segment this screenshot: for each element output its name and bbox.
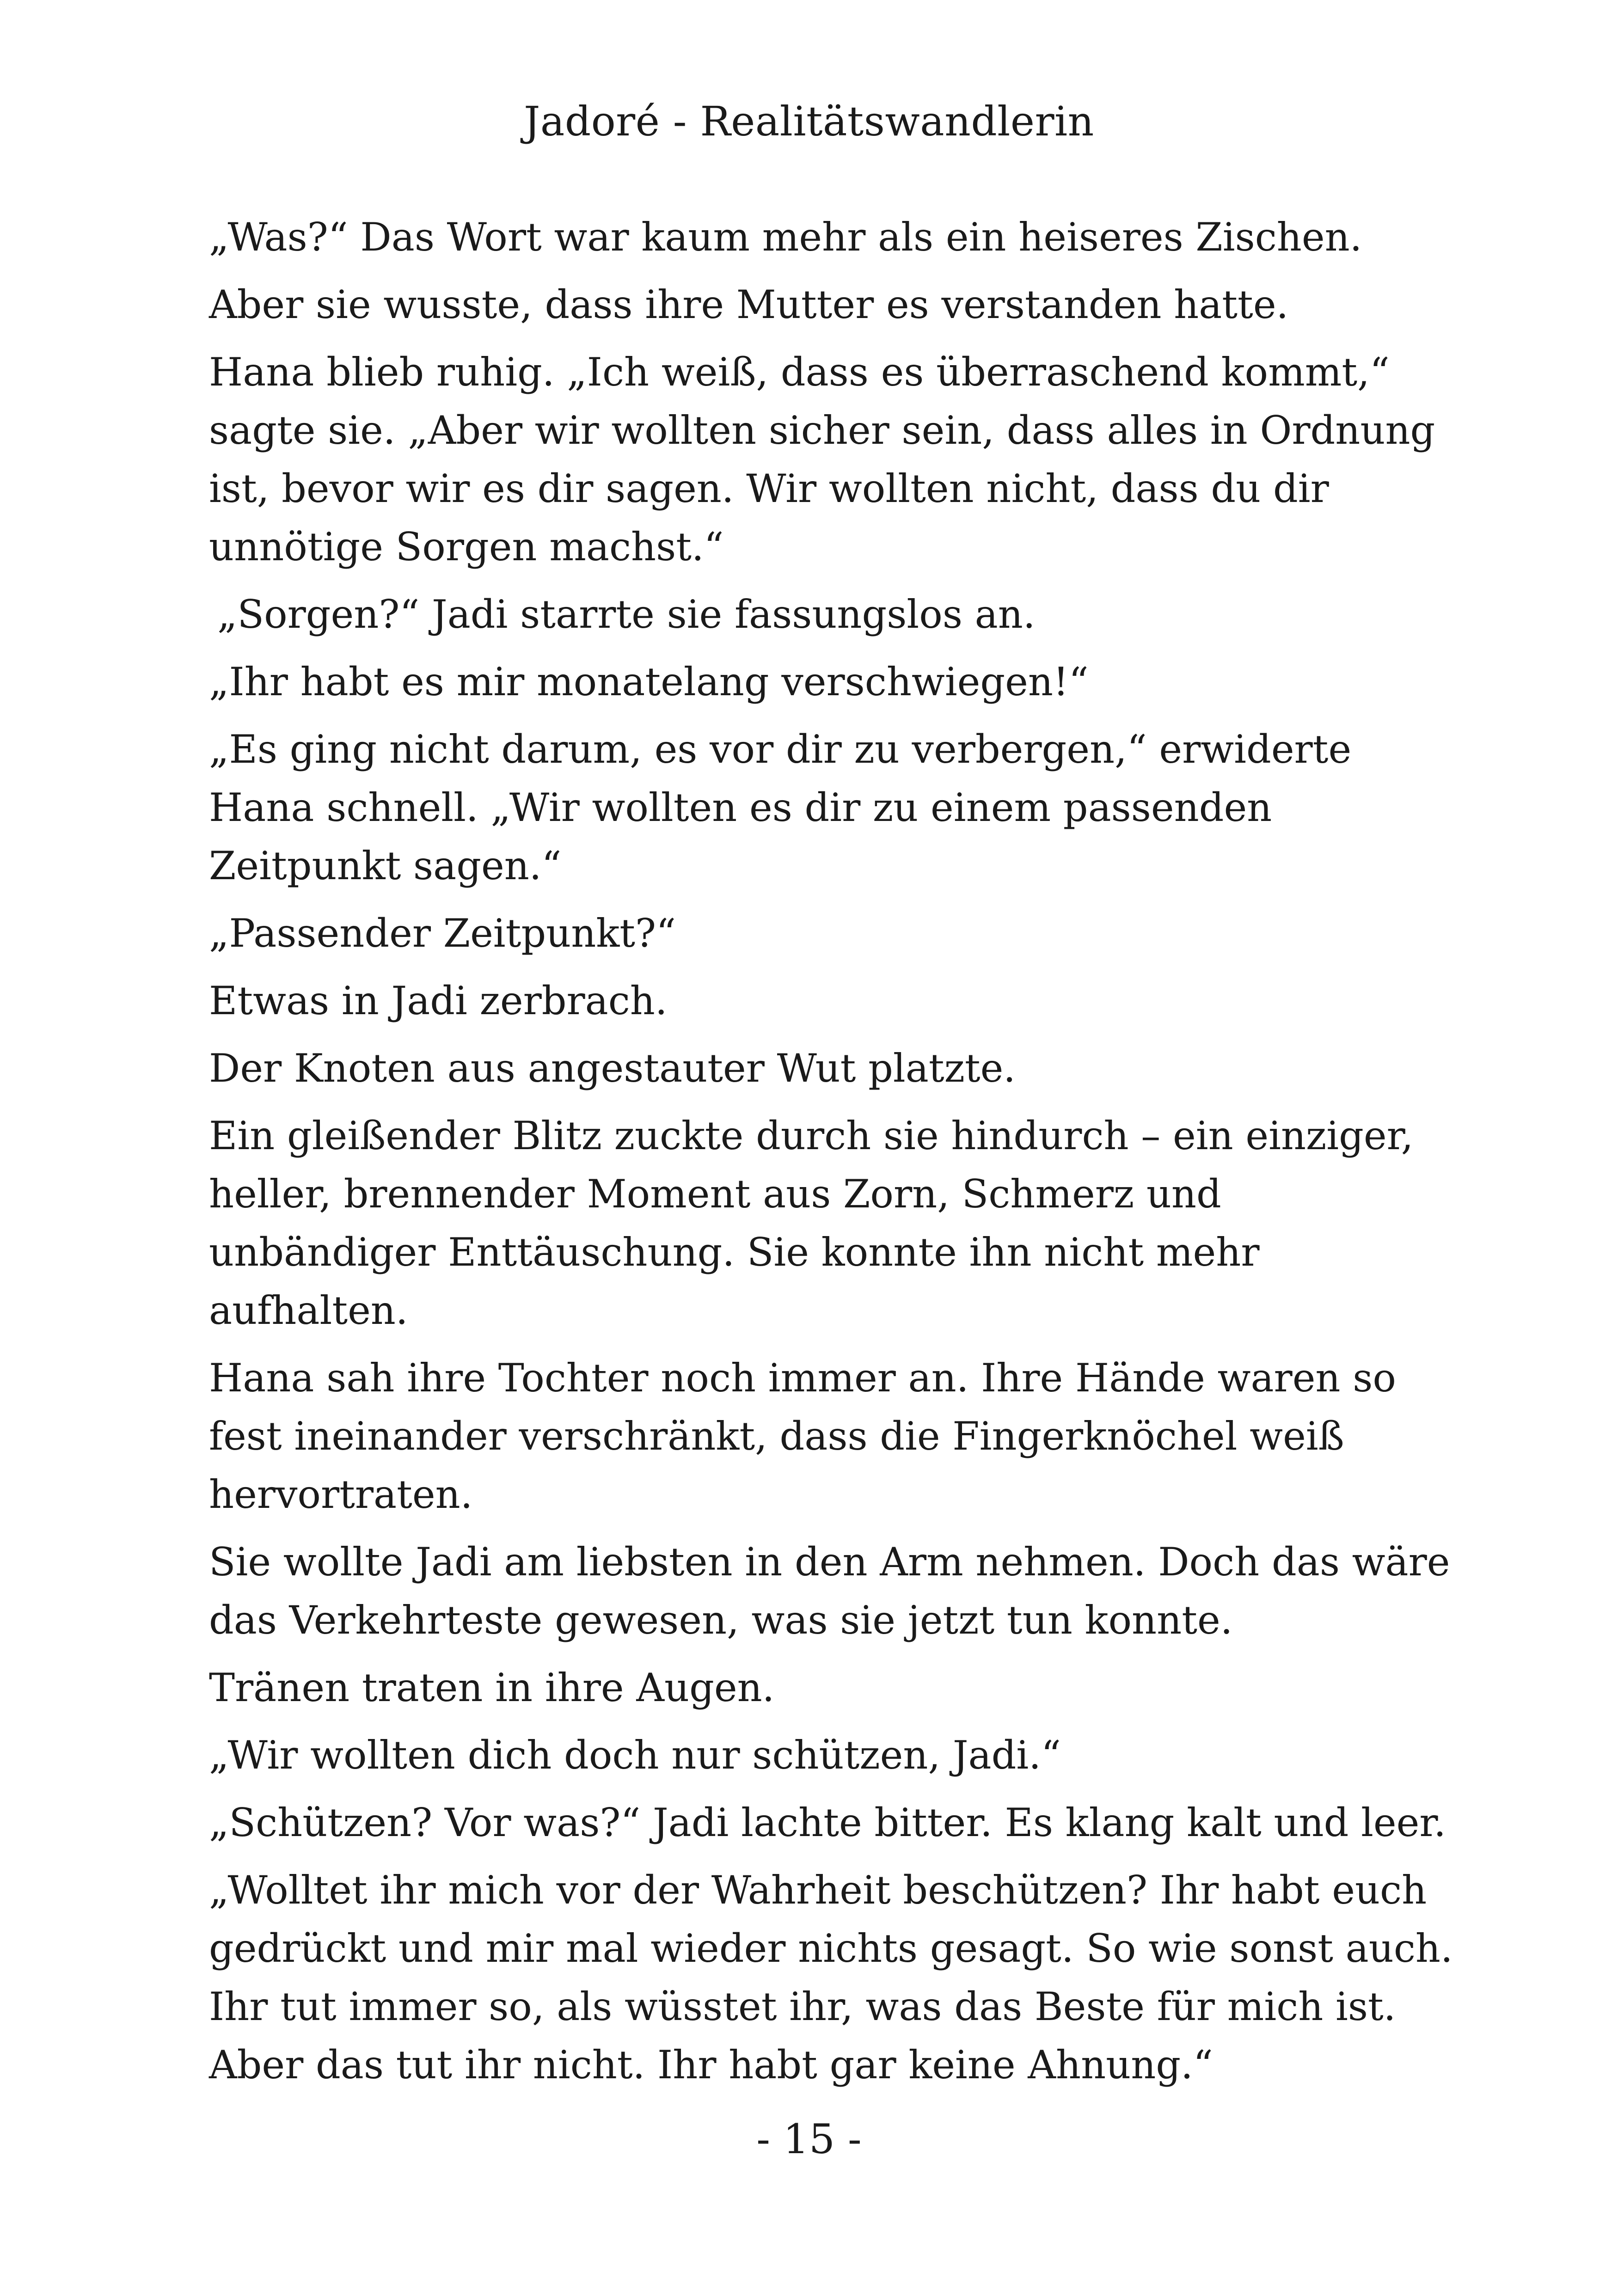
- paragraph: Ein gleißender Blitz zuckte durch sie hindurch – ein einziger, heller, brennender Moment aus Zorn, Schmerz und unbändiger Enttäuschung. Sie konnte ihn nicht mehr aufhalten.: [209, 1113, 1414, 1333]
- paragraph: Hana sah ihre Tochter noch immer an. Ihre Hände waren so fest ineinander verschränkt, dass die Fingerknöchel weiß hervortraten.: [209, 1355, 1396, 1517]
- paragraph: Sie wollte Jadi am liebsten in den Arm nehmen. Doch das wäre das Verkehrteste gewesen, was sie jetzt tun konnte.: [209, 1539, 1450, 1643]
- paragraph: Hana blieb ruhig. „Ich weiß, dass es überraschend kommt,“ sagte sie. „Aber wir wollten sicher sein, dass alles in Ordnung ist, bevor wir es dir sagen. Wir wollten nicht, dass du dir unnötige Sorgen machst.“: [209, 349, 1435, 569]
- paragraph: Aber sie wusste, dass ihre Mutter es verstanden hatte.: [209, 282, 1289, 327]
- paragraph: „Sorgen?“ Jadi starrte sie fassungslos an.: [217, 592, 1036, 637]
- paragraph: Etwas in Jadi zerbrach.: [209, 978, 668, 1023]
- paragraph: Der Knoten aus angestauter Wut platzte.: [209, 1046, 1016, 1091]
- paragraph: „Schützen? Vor was?“ Jadi lachte bitter. Es klang kalt und leer.: [209, 1800, 1446, 1845]
- paragraph: „Was?“ Das Wort war kaum mehr als ein heiseres Zischen.: [209, 214, 1362, 260]
- paragraph: Tränen traten in ihre Augen.: [209, 1665, 775, 1710]
- paragraph: „Passender Zeitpunkt?“: [209, 911, 676, 956]
- page-number: - 15 -: [756, 2115, 862, 2163]
- paragraph: „Ihr habt es mir monatelang verschwiegen!“: [209, 659, 1089, 704]
- paragraph: „Es ging nicht darum, es vor dir zu verbergen,“ erwiderte Hana schnell. „Wir wollten es dir zu einem passenden Zeitpunkt sagen.“: [209, 727, 1352, 888]
- paragraph: „Wir wollten dich doch nur schützen, Jadi.“: [209, 1733, 1061, 1778]
- page-body: [209, 208, 1457, 2103]
- running-header: Jadoré - Realitätswandlerin: [524, 98, 1094, 145]
- paragraph: „Wolltet ihr mich vor der Wahrheit beschützen? Ihr habt euch gedrückt und mir mal wieder nichts gesagt. So wie sonst auch. Ihr tut immer so, als wüsstet ihr, was das Beste für mich ist. Aber das tut ihr nicht. Ihr habt gar keine Ahnung.“: [209, 1867, 1453, 2088]
